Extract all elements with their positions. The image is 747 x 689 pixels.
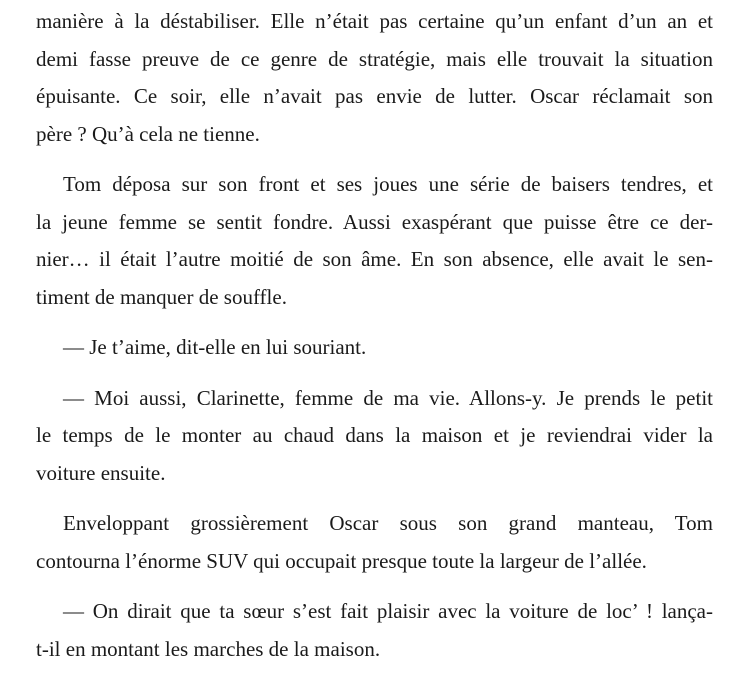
text-line: — Moi aussi, Clarinette, femme de ma vie. Allons-y. Je prends le petit [63,385,713,410]
text-column [36,3,713,681]
text-line: — Je t’aime, dit-elle en lui souriant. [63,335,367,359]
text-line: nier… il était l’autre moitié de son âme. En son absence, elle avait le sen- [36,247,713,271]
text-line: épuisante. Ce soir, elle n’avait pas envie de lutter. Oscar réclamait son [36,84,713,108]
paragraph [36,3,713,153]
text-line: Enveloppant grossièrement Oscar sous son grand manteau, Tom [63,511,713,535]
text-line: timent de manquer de souffle. [36,284,287,309]
text-line: manière à la déstabiliser. Elle n’était pas certaine qu’un enfant d’un an et [36,9,713,33]
text-line: — On dirait que ta sœur s’est fait plaisir avec la voiture de loc’ ! lança- [63,599,713,623]
text-line: demi fasse preuve de ce genre de stratégie, mais elle trouvait la situation [36,46,713,71]
text-line: t-il en montant les marches de la maison. [36,636,381,661]
text-line: père ? Qu’à cela ne tienne. [36,121,260,146]
text-line: la jeune femme se sentit fondre. Aussi exaspérant que puisse être ce der- [36,209,713,234]
paragraph-dialogue [36,329,713,367]
paragraph [36,505,713,580]
text-line: Tom déposa sur son front et ses joues une série de baisers tendres, et [63,172,713,196]
text-line: voiture ensuite. [36,460,166,485]
paragraph [36,166,713,316]
paragraph-dialogue [36,380,713,493]
text-line: contourna l’énorme SUV qui occupait presque toute la largeur de l’allée. [36,548,647,573]
paragraph-dialogue [36,593,713,668]
text-line: le temps de le monter au chaud dans la maison et je reviendrai vider la [36,423,713,447]
